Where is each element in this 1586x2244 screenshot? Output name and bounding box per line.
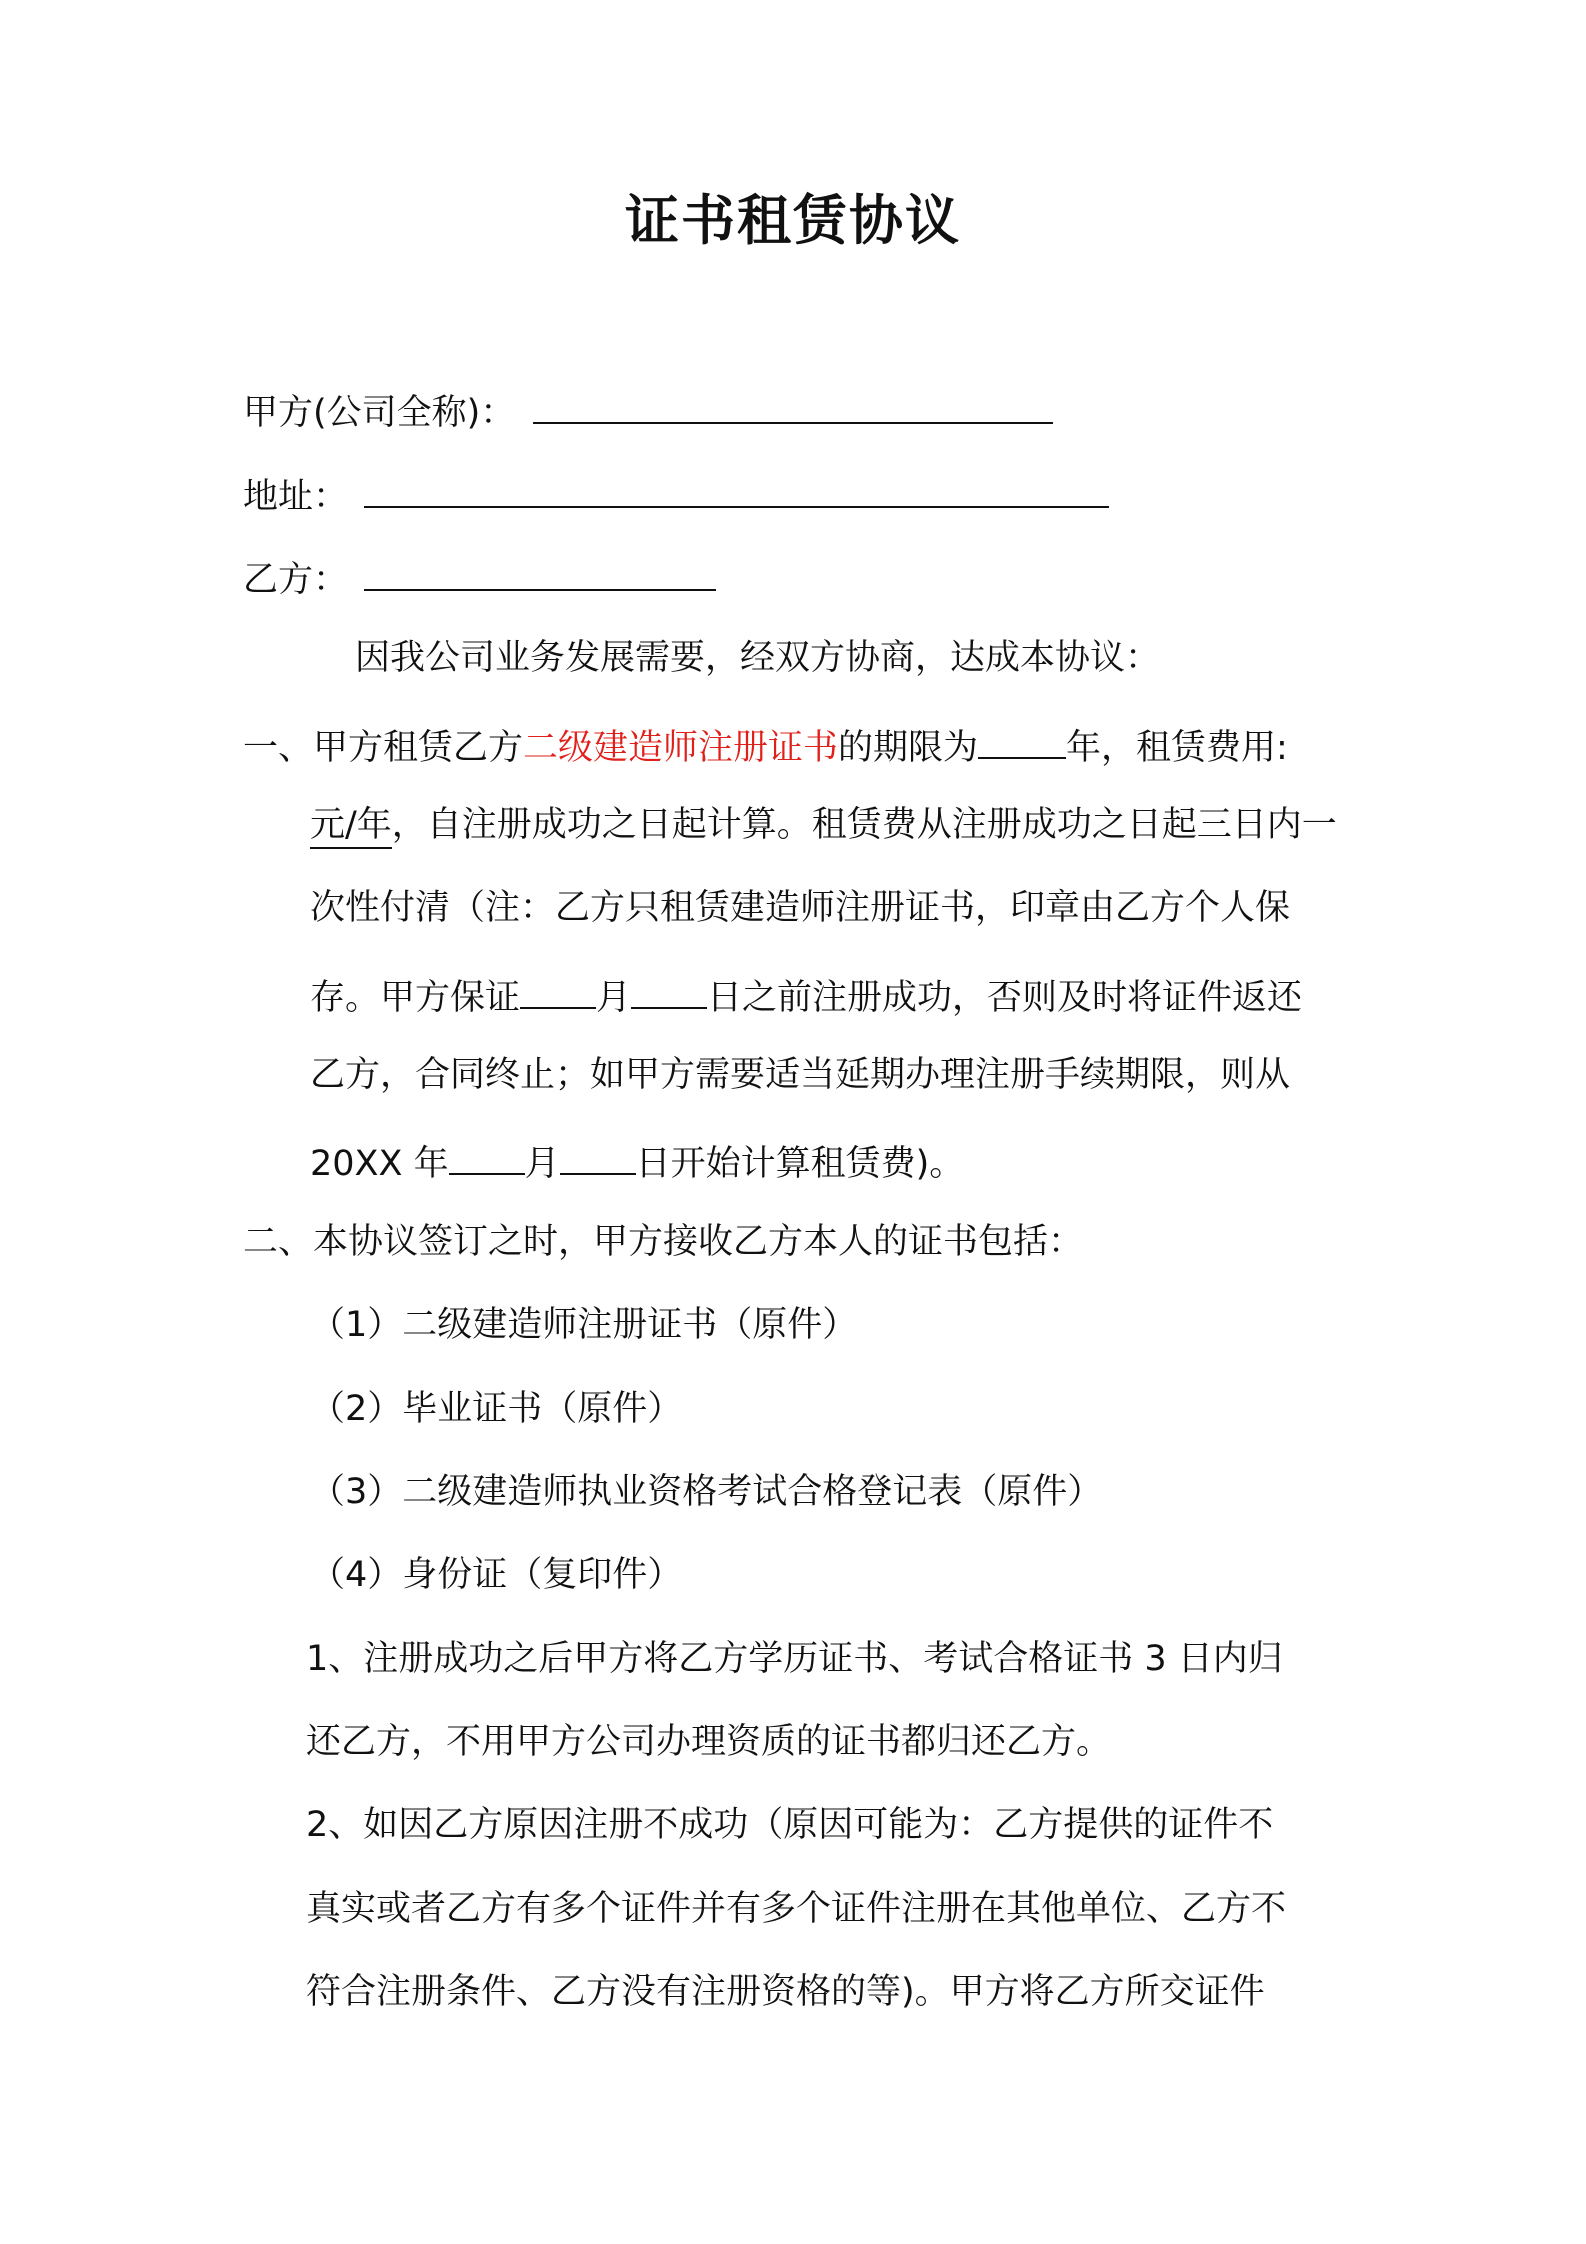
party-b-label: 乙方： <box>243 560 349 600</box>
clause1-line6-b: 月 <box>524 1144 560 1184</box>
clause1-line1 <box>243 717 1288 767</box>
clause1-line2-text: ，自注册成功之日起计算。租赁费从注册成功之日起三日内一 <box>391 805 1337 845</box>
years-blank[interactable] <box>978 717 1066 759</box>
clause1-line6-c: 日开始计算租赁费)。 <box>635 1144 965 1184</box>
clause1-line4-c: 日之前注册成功，否则及时将证件返还 <box>707 978 1303 1018</box>
party-b-blank[interactable] <box>364 549 716 591</box>
clause1-line4-a: 存。甲方保证 <box>310 978 521 1018</box>
clause1-line4 <box>310 967 1302 1017</box>
party-a-line <box>243 382 1053 432</box>
clause1-line4-b: 月 <box>596 978 632 1018</box>
clause2-p2-line2: 真实或者乙方有多个证件并有多个证件注册在其他单位、乙方不 <box>306 1889 1287 1929</box>
day-blank-1[interactable] <box>631 967 707 1009</box>
month-blank-2[interactable] <box>449 1133 525 1175</box>
clause1-line6-a: 20XX 年 <box>310 1144 449 1184</box>
clause1-prefix: 一、甲方租赁乙方 <box>243 728 524 768</box>
address-blank[interactable] <box>364 466 1109 508</box>
clause2-p2-line1: 2、如因乙方原因注册不成功（原因可能为：乙方提供的证件不 <box>306 1805 1274 1845</box>
party-a-label: 甲方(公司全称)： <box>243 393 516 433</box>
clause1-line6 <box>310 1133 964 1183</box>
clause1-mid: 的期限为 <box>838 728 979 768</box>
clause2-p2-line3: 符合注册条件、乙方没有注册资格的等)。甲方将乙方所交证件 <box>306 1972 1265 2012</box>
intro-paragraph: 因我公司业务发展需要，经双方协商，达成本协议： <box>355 638 1161 678</box>
list-item: （1）二级建造师注册证书（原件） <box>310 1305 858 1345</box>
clause2-p1-line1: 1、注册成功之后甲方将乙方学历证书、考试合格证书 3 日内归 <box>306 1639 1283 1679</box>
list-item: （3）二级建造师执业资格考试合格登记表（原件） <box>310 1472 1103 1512</box>
clause1-highlight: 二级建造师注册证书 <box>523 728 839 768</box>
day-blank-2[interactable] <box>560 1133 636 1175</box>
clause1-line3: 次性付清（注：乙方只租赁建造师注册证书，印章由乙方个人保 <box>310 888 1291 928</box>
list-item: （2）毕业证书（原件） <box>310 1389 683 1429</box>
page-title: 证书租赁协议 <box>625 189 961 252</box>
address-label: 地址： <box>243 477 349 517</box>
clause1-line2 <box>310 800 1337 850</box>
clause1-line5: 乙方，合同终止；如甲方需要适当延期办理注册手续期限，则从 <box>310 1055 1291 1095</box>
party-a-blank[interactable] <box>533 382 1053 424</box>
clause1-suffix: 年，租赁费用: <box>1066 728 1288 768</box>
party-b-line <box>243 549 716 599</box>
address-line <box>243 466 1109 516</box>
clause2-heading: 二、本协议签订之时，甲方接收乙方本人的证书包括： <box>243 1222 1084 1262</box>
list-item: （4）身份证（复印件） <box>310 1555 683 1595</box>
fee-unit: 元/年 <box>310 803 392 849</box>
month-blank-1[interactable] <box>520 967 596 1009</box>
clause2-p1-line2: 还乙方，不用甲方公司办理资质的证书都归还乙方。 <box>306 1722 1112 1762</box>
